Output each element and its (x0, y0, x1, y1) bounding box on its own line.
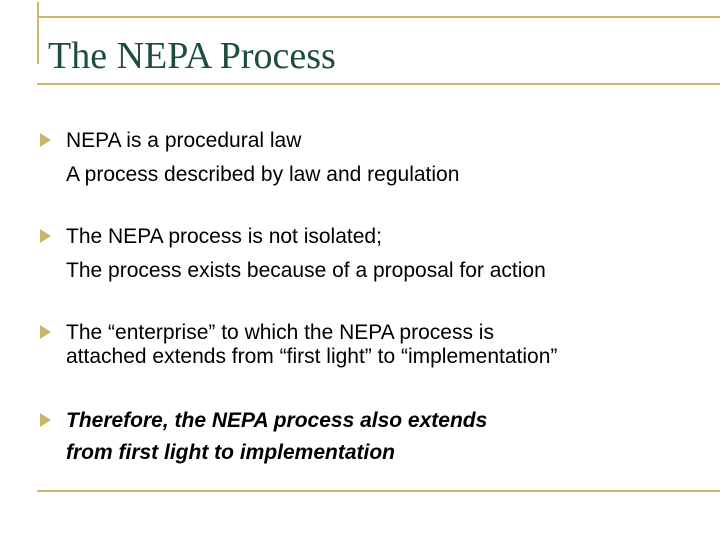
bottom-rule (37, 490, 720, 492)
bullet-triangle-icon (40, 229, 51, 243)
bullet-3-line-2: attached extends from “first light” to “implementation” (66, 345, 558, 368)
slide-title: The NEPA Process (48, 35, 336, 77)
bullet-triangle-icon (40, 413, 51, 427)
bullet-3-line-1: The “enterprise” to which the NEPA process is (66, 321, 494, 344)
bullet-1-line-1: NEPA is a procedural law (66, 129, 302, 152)
bullet-4-line-1: Therefore, the NEPA process also extends (66, 409, 488, 432)
bullet-4-line-2: from first light to implementation (66, 441, 395, 464)
bullet-2-line-1: The NEPA process is not isolated; (66, 225, 382, 248)
bullet-triangle-icon (40, 325, 51, 339)
bullet-1-line-2: A process described by law and regulation (66, 163, 460, 186)
bullet-2-line-2: The process exists because of a proposal for action (66, 259, 546, 282)
bullet-triangle-icon (40, 133, 51, 147)
